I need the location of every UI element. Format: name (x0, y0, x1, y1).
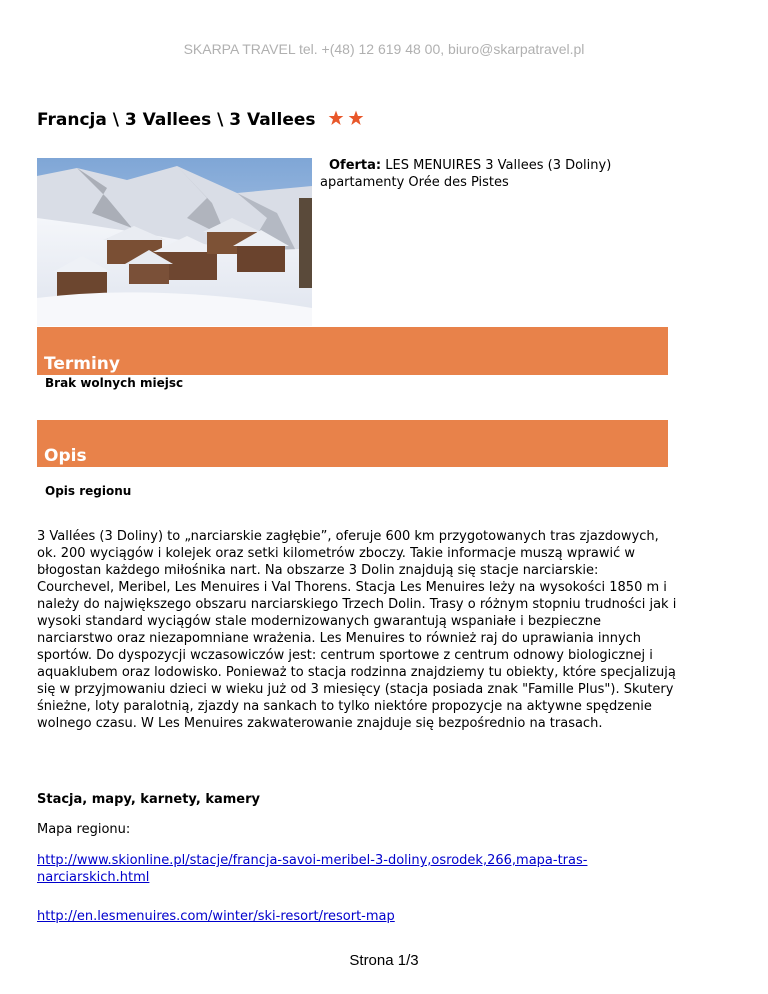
star-rating (328, 110, 364, 126)
terminy-status: Brak wolnych miejsc (45, 376, 184, 390)
resort-photo (37, 158, 312, 326)
title-text: Francja \ 3 Vallees \ 3 Vallees (37, 110, 316, 130)
terminy-title: Terminy (44, 354, 120, 374)
map-link-lesmenuires[interactable]: http://en.lesmenuires.com/winter/ski-resort/resort-map (37, 909, 395, 924)
region-heading: Opis regionu (45, 484, 132, 498)
offer-info (320, 157, 650, 191)
opis-title: Opis (44, 446, 87, 466)
star-icon (348, 110, 364, 126)
header-contact-line: SKARPA TRAVEL tel. +(48) 12 619 48 00, biuro@skarpatravel.pl (183, 41, 585, 57)
star-icon (328, 110, 344, 126)
offer-label: Oferta: (329, 158, 382, 173)
offer-name: LES MENUIRES 3 Vallees (3 Doliny) (385, 158, 612, 173)
page-number: Strona 1/3 (349, 952, 419, 969)
opis-section-bar (37, 420, 668, 467)
region-description: 3 Vallées (3 Doliny) to „narciarskie zagłębie”, oferuje 600 km przygotowanych tras zjazdowych, ok. 200 wyciągów i kolejek oraz setki kilometrów zboczy. Takie informacje muszą wprawić w błogostan każdego miłośnika nart. Na obszarze 3 Dolin znajdują się stacje narciarskie: Courchevel, Meribel, Les Menuires i Val Thorens. Stacja Les Menuires leży na wysokości 1850 m i należy do największego obszaru narciarskiego Trzech Dolin. Trasy o różnym stopniu trudności jak i wysoki standard wyciągów stale modernizowanych gwarantują wspaniałe i bezpieczne narciarstwo oraz niezapomniane wrażenia. Les Menuires to również raj do uprawiania innych sportów. Do dyspozycji wczasowiczów jest: centrum sportowe z centrum odnowy biologicznej i aquaklubem oraz lodowisko. Ponieważ to stacja rodzinna znajdziemy tu obiekty, które specjalizują się w przyjmowaniu dzieci w wieku już od 3 miesięcy (stacja posiada znak "Famille Plus"). Skutery śnieżne, loty paralotnią, zjazdy na sankach to tylko niektóre propozycje na aktywne spędzenie wolnego czasu. W Les Menuires zakwaterowanie znajduje się bezpośrednio na trasach. (37, 529, 677, 731)
stacja-heading: Stacja, mapy, karnety, kamery (37, 792, 261, 807)
map-link-skionline[interactable]: http://www.skionline.pl/stacje/francja-savoi-meribel-3-doliny,osrodek,266,mapa-tras-narciarskich.html (37, 853, 588, 885)
map-label: Mapa regionu: (37, 822, 131, 837)
terminy-section-bar (37, 327, 668, 375)
page-title (37, 110, 364, 130)
offer-subtitle: apartamenty Orée des Pistes (320, 175, 509, 190)
